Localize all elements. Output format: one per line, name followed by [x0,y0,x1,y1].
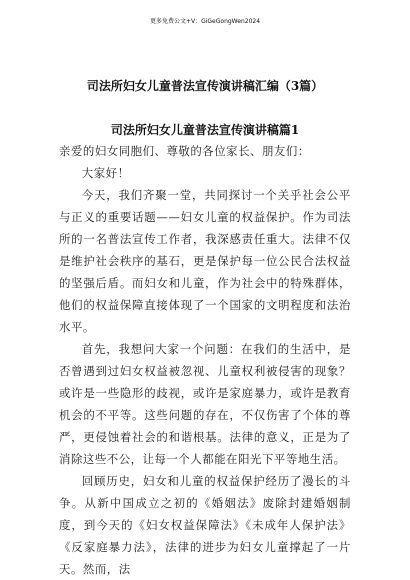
header-note: 更多免费公文+V：GiGeGongWen2024 [149,18,261,25]
paragraph: 今天，我们齐聚一堂，共同探讨一个关乎社会公平与正义的重要话题——妇女儿童的权益保护。作为司法所的一名普法宣传工作者，我深感责任重大。法律不仅是维护社会秩序的基石，更是保护每一位公民合法权益的坚强后盾。而妇女和儿童，作为社会中的特殊群体，他们的权益保障直接体现了一个国家的文明程度和法治水平。 [59,188,351,334]
section-title: 司法所妇女儿童普法宣传演讲稿篇1 [110,123,300,137]
document-title: 司法所妇女儿童普法宣传演讲稿汇编（3篇） [86,79,324,93]
salutation: 亲爱的妇女同胞们、尊敬的各位家长、朋友们： [59,144,310,158]
paragraph: 回顾历史，妇女和儿童的权益保护经历了漫长的斗争。从新中国成立之初的《婚姻法》废除封建婚姻制度，到今天的《妇女权益保障法》《未成年人保护法》《反家庭暴力法》，法律的进步为妇女儿童撑起了一片天。然而，法 [59,474,351,576]
body-text [59,140,351,580]
paragraph: 首先，我想问大家一个问题：在我们的生活中，是否曾遇到过妇女权益被忽视、儿童权利被侵害的现象？或许是一些隐形的歧视，或许是家庭暴力，或许是教育机会的不平等。这些问题的存在，不仅伤害了个体的尊严，更侵蚀着社会的和谐根基。法律的意义，正是为了消除这些不公，让每一个人都能在阳光下平等地生活。 [59,342,351,466]
greeting: 大家好！ [81,166,130,180]
